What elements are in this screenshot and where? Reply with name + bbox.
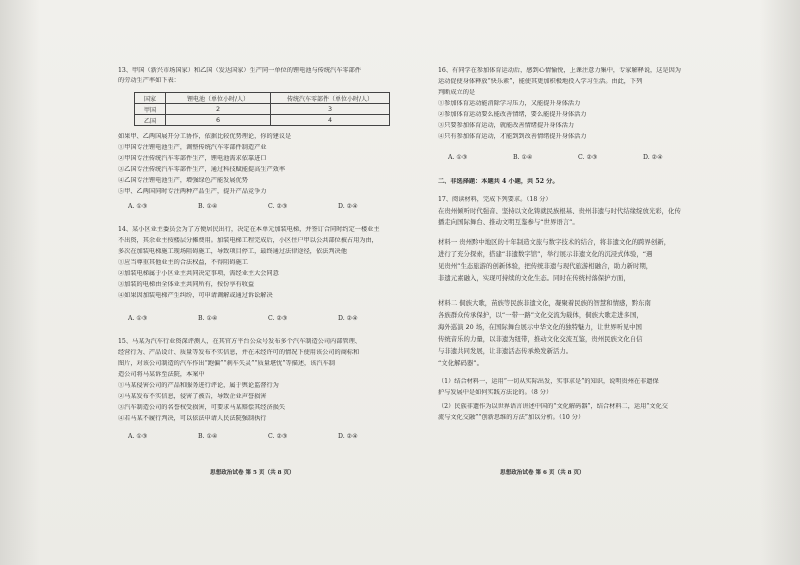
table-header: 传统汽车零部件（单位小时/人） (271, 93, 390, 104)
table-cell: 6 (166, 115, 271, 126)
table-row (135, 115, 390, 126)
q17-line: 17、阅读材料，完成下列要求。（18 分） (438, 196, 552, 203)
q15-line: 经营行为、产品设计、质量等发布不实信息，并在未经许可的情况下使用该公司的商标和 (118, 349, 360, 356)
q17-line: （1）结合材料一，运用“一切从实际出发，实事求是”的知识，说明贵州在非遗保 (438, 378, 659, 385)
q17-line: 播走向国际舞台、推动文明互鉴参与“世界语言”。 (438, 218, 579, 226)
q17-line: 海外巡演 20 场，在国际舞台展示中华文化的独特魅力，让世界听见中国 (438, 323, 642, 331)
q16-option-a: A. ①③ (448, 154, 468, 161)
table-cell: 2 (166, 104, 271, 115)
q13-option-c: C. ②③ (268, 203, 288, 210)
q13-option-b: B. ①④ (198, 203, 218, 210)
left-page-footer: 思想政治试卷 第 5 页（共 8 页） (210, 470, 295, 476)
q17-line: 与非遗共同发展，让非遗活态传承焕发新活力。 (438, 347, 573, 355)
q13-option-d: D. ②④ (338, 203, 358, 210)
q16-line: 判断成立的是 (438, 89, 476, 96)
q17-line: 非遗元素融入，实现可持续的文化生态。同时在传统村落保护方面， (438, 274, 630, 282)
q13-item: ③乙国专注传统汽车零部件生产，通过科技赋能提高生产效率 (118, 166, 286, 173)
q15-line: ①马某侵害公司的产品和服务进行评论，属于舆论监督行为 (118, 382, 279, 389)
table-cell: 甲国 (135, 104, 166, 115)
q17-line: 见贵州”生态旅游的创新体验，把传统非遗与现代旅游相融合，助力新时期， (438, 262, 653, 270)
table-cell: 乙国 (135, 115, 166, 126)
labor-productivity-table (134, 92, 390, 126)
q13-option-a: A. ①③ (128, 203, 148, 210)
q14-line: ③加装的电梯由全体业主共同所有，按份享有收益 (118, 281, 255, 288)
q17-line: 各族群众传承保护，以“一带一路”文化交流为载体，侗族大歌走进多国， (438, 311, 643, 319)
table-row (135, 104, 390, 115)
q16-line: 16、有同学在参加体育运动后，感到心情愉悦，上课注意力集中，专家解释说，这是因为 (438, 67, 681, 74)
q16-line: ①参加体育运动能消除学习压力，又能提升身体活力 (438, 100, 581, 107)
q17-line: 在贵州倾听时代强音、坚持以文化铸就民族根基、贵州非遗与时代结缘绽放光彩，化传 (438, 207, 681, 215)
q15-option-a: A. ①③ (128, 433, 148, 440)
q16-line: 运动促使身体释放“快乐素”，能使其更加积极地投入学习生活。由此，下列 (438, 78, 643, 85)
right-page (438, 0, 710, 565)
table-header: 国家 (135, 93, 166, 104)
q17-line: 材料二 侗族大歌，苗族等民族非遗文化，凝聚着民族的智慧和情感，黔东南 (438, 299, 651, 307)
q13-after-line: 如果甲、乙两国展开分工协作，依据比较优势理论，你的建议是 (118, 133, 292, 140)
left-edge-shadow (0, 0, 40, 565)
q14-option-b: B. ①④ (198, 315, 218, 322)
q14-line: ①应当尊重其他业主的合法权益，不得阻碍施工 (118, 259, 248, 266)
q16-line: ②参加体育运动要么能改善情绪，要么能提升身体活力 (438, 111, 587, 118)
q14-line: 不出资，其余业主按楼层分摊费用。加装电梯工程完成后，小区住户甲以公共部位被占用为由， (118, 237, 378, 244)
q17-line: 材料一 贵州黔中地区的十年制造文旅与数字技术的结合，将非遗文化的跨界创新， (438, 238, 671, 246)
q16-option-d: D. ②④ (643, 154, 663, 161)
q14-option-a: A. ①③ (128, 315, 148, 322)
q17-line: （2）民族非遗作为以世界语言讲述中国的“文化解码器”，结合材料二，运用“文化交 (438, 403, 668, 410)
q15-line: 造公司将马某诉至法院，本案中 (118, 371, 205, 378)
q14-option-d: D. ②④ (338, 315, 358, 322)
table-cell: 3 (271, 104, 390, 115)
q16-option-b: B. ①④ (513, 154, 533, 161)
q16-line: ④只有参加体育运动，才能到到改善情绪提升身体活力 (438, 133, 587, 140)
right-edge-shadow (760, 0, 800, 565)
q17-line: 进行了充分探索，搭建“非遗数字馆”，举行展示非遗文化的沉浸式体验，“遇 (438, 250, 653, 258)
q15-line: ②马某发布不实信息，侵害了被告，导致企业声誉损害 (118, 393, 267, 400)
q15-option-b: B. ①④ (198, 433, 218, 440)
right-page-footer: 思想政治试卷 第 6 页（共 8 页） (500, 470, 585, 476)
section-2-heading: 二、非选择题：本题共 4 小题，共 52 分。 (438, 178, 559, 185)
table-cell: 4 (271, 115, 390, 126)
q16-option-c: C. ②③ (578, 154, 598, 161)
q17-line: 传统音乐的力量，以非遗为纽带，推动文化交流互鉴，贵州民族文化自信 (438, 335, 643, 343)
q14-option-c: C. ②③ (268, 315, 288, 322)
q13-stem-line-1: 13、甲国（新兴市场国家）和乙国（发达国家）生产同一单位的锂电池与传统汽车零部件 (118, 67, 361, 74)
left-page (118, 0, 438, 565)
q13-item: ④乙国专注锂电池生产，增强绿色产能发展优势 (118, 177, 248, 184)
q13-item: ②甲国专注传统汽车零部件生产，锂电池需求依靠进口 (118, 155, 267, 162)
q14-line: 多次在加装电梯施工现场阻碍施工，导致项目停工，最终通过法律途径，依法判决他 (118, 248, 347, 255)
q15-option-d: D. ②④ (338, 433, 358, 440)
q15-line: 15、马某为汽车行业资深评测人，在其官方平台公众号发布多个汽车制造公司内部管理、 (118, 338, 361, 345)
q17-line: “文化解码器”。 (438, 359, 483, 367)
q14-line: 14、某小区业主委员会为了方便居民出行，决定在本单元加装电梯，并签订合同时约定一楼业主 (118, 226, 380, 233)
q16-line: ③只要参加体育运动，就能改善情绪提升身体活力 (438, 122, 575, 129)
q13-item: ⑤甲、乙两国同时专注两种产品生产，提升产品竞争力 (118, 188, 267, 195)
q15-option-c: C. ②③ (268, 433, 288, 440)
table-header-row (135, 93, 390, 104)
q17-line: 流与文化交融”“创新思维的方法”加以分析。（10 分） (438, 414, 585, 421)
q13-item: ①甲国专注锂电池生产，调整传统汽车零部件制造产业 (118, 144, 267, 151)
table-header: 锂电池（单位小时/人） (166, 93, 271, 104)
q13-stem-line-2: 的劳动生产率如下表： (118, 77, 180, 84)
q17-line: 护与发展中是如何实践方法论的。（8 分） (438, 389, 553, 396)
q15-line: 图片，对该公司制造的汽车作出“跑偏”“刹车失灵”“质量堪忧”等描述，该汽车制 (118, 360, 335, 367)
q14-line: ④如果因加装电梯产生纠纷，可申请调解或通过诉讼解决 (118, 292, 273, 299)
q14-line: ②加装电梯属于小区业主共同决定事项，需经业主大会同意 (118, 270, 279, 277)
q15-line: ④若马某不履行判决，可以依法申请人民法院强制执行 (118, 415, 267, 422)
q15-line: ③汽车制造公司的名誉权受损害，可要求马某赔偿其经济损失 (118, 404, 286, 411)
